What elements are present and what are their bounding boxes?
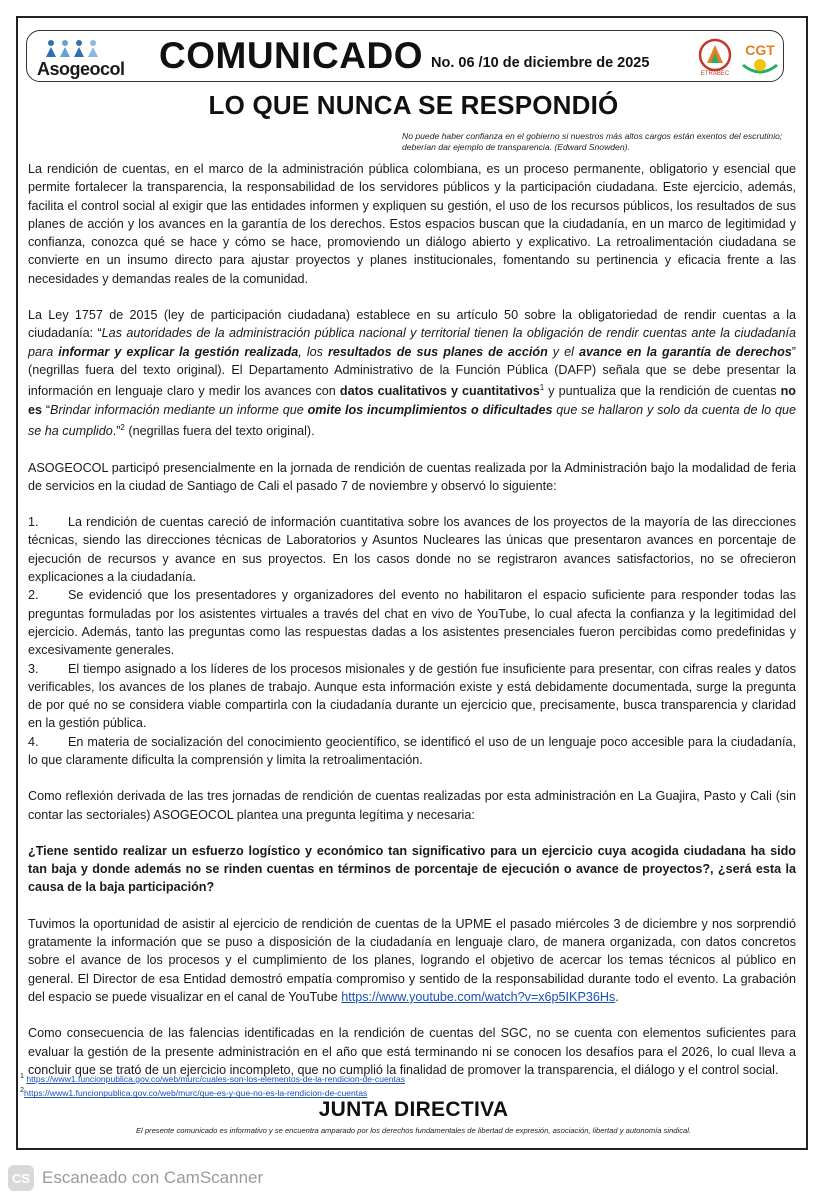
cgt-logo bbox=[739, 35, 781, 79]
list-item: 4. En materia de socialización del conocimiento geocientífico, se identificó el uso de un lenguaje poco accesible para la ciudadanía, lo que claramente dificulta la comprensión y limita la retroalimentación. bbox=[28, 734, 796, 767]
communique-number: No. 06 /10 de diciembre de 2025 bbox=[431, 55, 650, 71]
list-item: 1. La rendición de cuentas careció de información cuantitativa sobre los avances de los proyectos de la mayoría de las direcciones técnicas, siendo las direcciones técnicas de Laboratorios y Asuntos Nucleares las únicas que presentaron avances en porcentaje de ejecución de recursos y avance en sus proyectos. En los casos donde no se registraron avances satisfactorios, no se ofrecieron explicaciones a la ciudadanía. bbox=[28, 515, 796, 585]
disclaimer: El presente comunicado es informativo y se encuentra amparado por los derechos fundamentales de libertad de expresión, asociación, libertad y autonomía sindical. bbox=[135, 1126, 692, 1135]
paragraph-participation: ASOGEOCOL participó presencialmente en la jornada de rendición de cuentas realizada por la Administración bajo la modalidad de feria de servicios en la ciudad de Santiago de Cali el pasado 7 de noviembre y observó lo siguiente: bbox=[28, 460, 796, 493]
list-item: 2. Se evidenció que los presentadores y organizadores del evento no habilitaron el espacio suficiente para responder todas las preguntas formuladas por los asistentes virtuales a través del chat en vivo de YouTube, lo cual afecta la confianza y la legitimidad del ejercicio. Además, tanto las preguntas como las respuestas dadas a los asistentes presenciales fueron percibidas como predefinidas y excesivamente generales. bbox=[28, 588, 796, 658]
cgt-label: CGT bbox=[745, 42, 775, 58]
asogeocol-logo bbox=[33, 37, 151, 77]
paragraph-law: La Ley 1757 de 2015 (ley de participación ciudadana) establece en su artículo 50 sobre la obligatoriedad de rendir cuentas a la ciudadanía: “Las autoridades de la administración pública nacional y territorial tienen la obligación de rendir cuentas ante la ciudadanía para informar y explicar la gestión realizada, los resultados de sus planes de acción y el avance en la garantía de derechos” (negrillas fuera del texto original). El Departamento Administrativo de la Función Pública (DAFP) señala que se debe presentar la información en lenguaje claro y medir los avances con datos cualitativos y cuantitativos$^1$ y puntualiza que la rendición de cuentas no es “Brindar información mediante un informe que omite los incumplimientos o dificultades que se hallaron y solo da cuenta de lo que se ha cumplido.”$^2$ (negrillas fuera del texto original). bbox=[28, 308, 797, 439]
paragraph-upme: Tuvimos la oportunidad de asistir al ejercicio de rendición de cuentas de la UPME el pasado miércoles 3 de diciembre y nos sorprendió gratamente la información que se puso a disposición de la ciudadanía en lenguaje claro, de manera organizada, con datos concretos sobre el avance de los procesos y el cumplimiento de los planes, logrando el objetivo de acercar los temas técnicos al público en general. El Director de esa Entidad demostró empatía compromiso y sentido de la responsabilidad durante todo el evento. La grabación del espacio se puede visualizar en el canal de YouTube https://www.youtube.com/watch?v=x6p5IKP36Hs. bbox=[28, 916, 796, 1004]
footnote-link-1[interactable]: https://www1.funcionpublica.gov.co/web/murc/cuales-son-los-elementos-de-la-rendicion-de-cuentas bbox=[26, 1073, 405, 1084]
header-title: COMUNICADO bbox=[159, 35, 423, 76]
footnote-item: $^1$ https://www1.funcionpublica.gov.co/web/murc/cuales-son-los-elementos-de-la-rendicion-de-cuentas bbox=[20, 1072, 405, 1084]
epigraph-quote: No puede haber confianza en el gobierno si nuestros más altos cargos están exentos del escrutinio; deberían dar ejemplo de transparencia. (Edward Snowden). bbox=[402, 131, 783, 152]
paragraph-intro: La rendición de cuentas, en el marco de la administración pública colombiana, es un proceso permanente, obligatorio y esencial que permite fortalecer la transparencia, la responsabilidad de los servidores públicos y la participación ciudadana. Este ejercicio, además, facilita el control social al exigir que las entidades informen y expliquen su gestión, el uso de los recursos públicos, los resultados de sus planes de acción y los avances en la garantía de los derechos. Estos espacios buscan que la ciudadanía, en un marco de legitimidad y confianza, conozca qué se hace y cómo se hace, promoviendo un diálogo abierto y explicativo. La retroalimentación ciudadana se convierte en un insumo directo para ajustar proyectos y planes institucionales, fomentando su pertinencia y eficacia frente a las necesidades y demandas reales de la comunidad. bbox=[28, 162, 796, 286]
people-icon bbox=[43, 39, 113, 57]
signature: JUNTA DIRECTIVA bbox=[318, 1098, 509, 1121]
footnote-link-2[interactable]: https://www1.funcionpublica.gov.co/web/murc/que-es-y-que-no-es-la-rendicion-de-cuentas bbox=[23, 1088, 368, 1099]
logo-text: Asogeocol bbox=[37, 59, 125, 79]
etrabec-label: ETRABEC bbox=[700, 71, 730, 77]
camscanner-icon: CS bbox=[8, 1165, 34, 1191]
camscanner-text: Escaneado con CamScanner bbox=[42, 1168, 264, 1187]
paragraph-conclusion: Como consecuencia de las falencias identificadas en la rendición de cuentas del SGC, no se cuenta con elementos suficientes para evaluar la gestión de la presente administración en el año que está terminando ni se conocen los desafíos para el 2026, lo cual lleva a concluir que se trató de un ejercicio incompleto, que no cumplió la finalidad de promover la transparencia, el diálogo y el control social. bbox=[28, 1026, 796, 1077]
header-banner bbox=[26, 30, 784, 82]
footnotes bbox=[20, 1071, 790, 1100]
youtube-link[interactable]: https://www.youtube.com/watch?v=x6p5IKP36Hs bbox=[341, 989, 616, 1004]
footnote-item: $^2$https://www1.funcionpublica.gov.co/web/murc/que-es-y-que-no-es-la-rendicion-de-cuentas bbox=[20, 1086, 368, 1099]
etrabec-logo bbox=[697, 37, 733, 77]
list-item: 3. El tiempo asignado a los líderes de los procesos misionales y de gestión fue insuficiente para presentar, con cifras reales y datos verificables, los avances de los planes de trabajo. Aunque esta información existe y está debidamente documentada, surge la pregunta de por qué no se considera viable compartirla con la ciudadanía durante un ejercicio que, precisamente, busca transparencia y claridad en la gestión pública. bbox=[28, 661, 796, 731]
paragraph-reflection: Como reflexión derivada de las tres jornadas de rendición de cuentas realizadas por esta administración en La Guajira, Pasto y Cali (sin contar las sectoriales) ASOGEOCOL plantea una pregunta legítima y necesaria: bbox=[28, 789, 796, 822]
document-body bbox=[28, 160, 796, 1079]
camscanner-watermark bbox=[8, 1163, 263, 1193]
question-bold: ¿Tiene sentido realizar un esfuerzo logístico y económico tan significativo para un ejercicio cuya acogida ciudadana ha sido tan baja y donde además no se rinden cuentas en términos de porcentaje de ejecución o avance de proyectos?, ¿será esta la causa de la baja participación? bbox=[28, 843, 796, 895]
document-title: LO QUE NUNCA SE RESPONDIÓ bbox=[208, 90, 619, 120]
